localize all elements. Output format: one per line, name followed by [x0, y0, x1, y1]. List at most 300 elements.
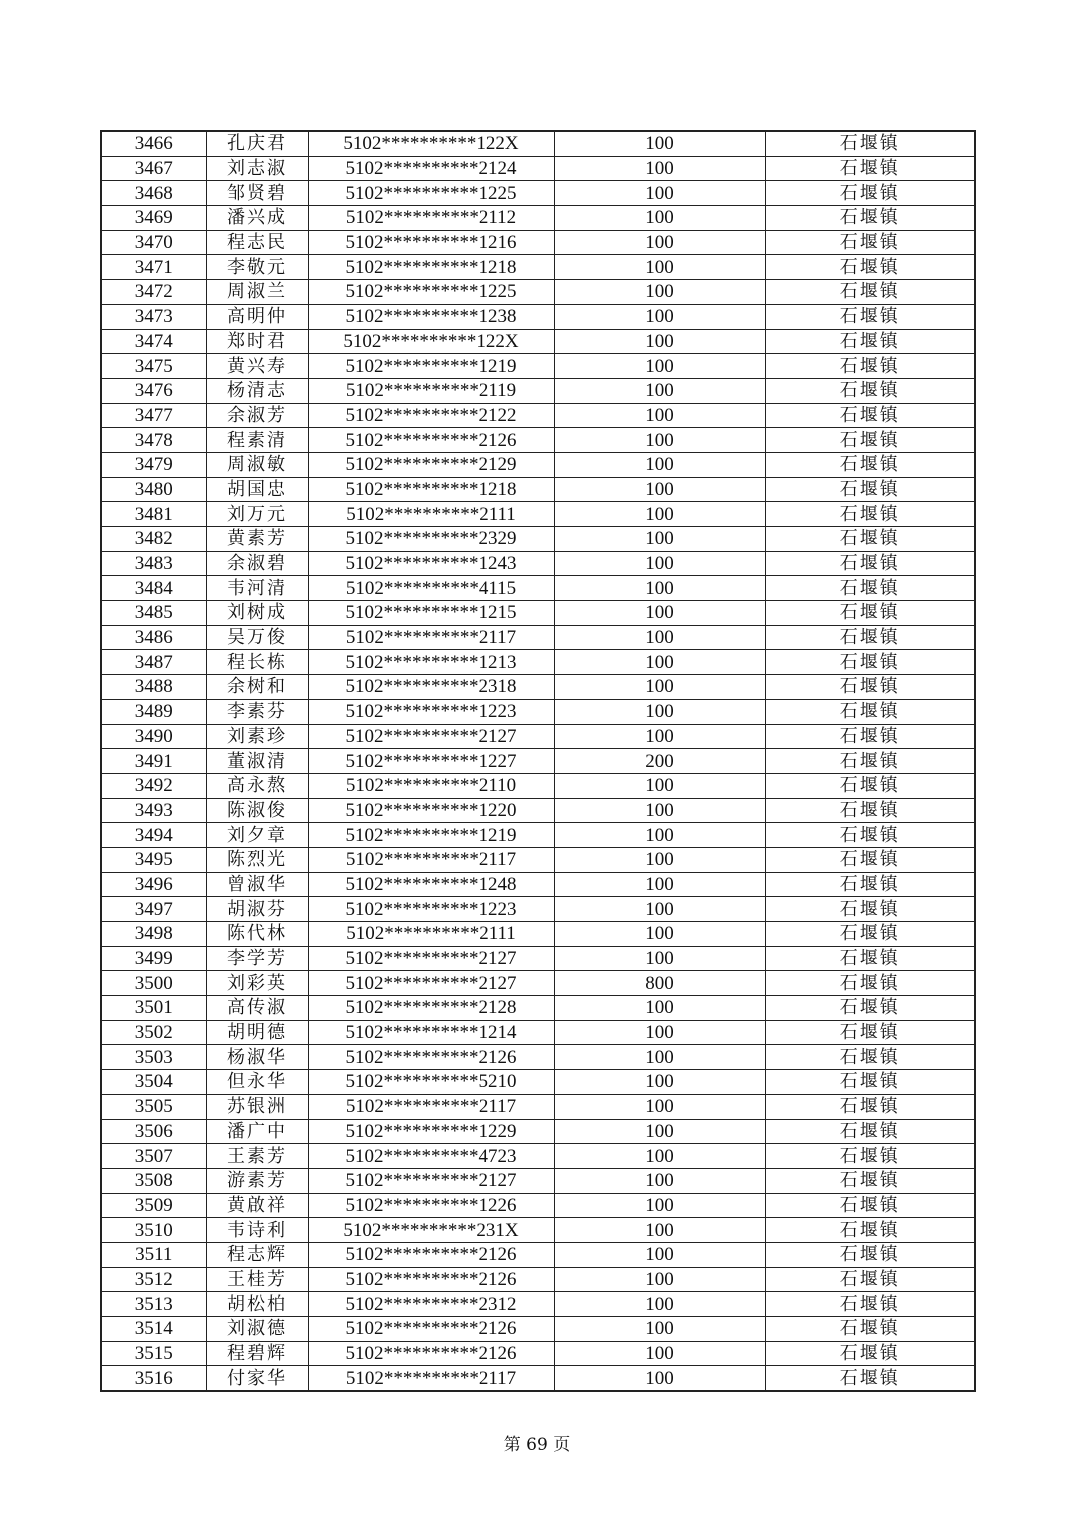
town-cell: 石堰镇 — [765, 675, 975, 700]
town-cell: 石堰镇 — [765, 452, 975, 477]
amount-cell: 100 — [554, 675, 765, 700]
id-number-cell: 5102**********5210 — [308, 1070, 554, 1095]
amount-cell: 200 — [554, 749, 765, 774]
table-row — [101, 428, 975, 453]
id-number-cell: 5102**********1223 — [308, 699, 554, 724]
table-row — [101, 1144, 975, 1169]
row-number-cell: 3480 — [101, 477, 206, 502]
amount-cell: 100 — [554, 527, 765, 552]
row-number-cell: 3490 — [101, 724, 206, 749]
row-number-cell: 3508 — [101, 1168, 206, 1193]
id-number-cell: 5102**********122X — [308, 131, 554, 156]
amount-cell: 100 — [554, 625, 765, 650]
name-cell: 付家华 — [206, 1366, 308, 1391]
town-cell: 石堰镇 — [765, 798, 975, 823]
amount-cell: 100 — [554, 280, 765, 305]
table-row — [101, 897, 975, 922]
table-row — [101, 502, 975, 527]
table-row — [101, 650, 975, 675]
row-number-cell: 3476 — [101, 378, 206, 403]
name-cell: 李敬元 — [206, 255, 308, 280]
amount-cell: 100 — [554, 304, 765, 329]
row-number-cell: 3516 — [101, 1366, 206, 1391]
town-cell: 石堰镇 — [765, 1242, 975, 1267]
name-cell: 邹贤碧 — [206, 181, 308, 206]
name-cell: 杨淑华 — [206, 1045, 308, 1070]
amount-cell: 100 — [554, 872, 765, 897]
id-number-cell: 5102**********2126 — [308, 1242, 554, 1267]
row-number-cell: 3466 — [101, 131, 206, 156]
amount-cell: 100 — [554, 1193, 765, 1218]
table-row — [101, 699, 975, 724]
town-cell: 石堰镇 — [765, 1144, 975, 1169]
town-cell: 石堰镇 — [765, 428, 975, 453]
town-cell: 石堰镇 — [765, 601, 975, 626]
table-row — [101, 847, 975, 872]
town-cell: 石堰镇 — [765, 724, 975, 749]
amount-cell: 100 — [554, 230, 765, 255]
row-number-cell: 3489 — [101, 699, 206, 724]
name-cell: 游素芳 — [206, 1168, 308, 1193]
id-number-cell: 5102**********2329 — [308, 527, 554, 552]
amount-cell: 100 — [554, 847, 765, 872]
table-row — [101, 675, 975, 700]
amount-cell: 100 — [554, 502, 765, 527]
table-row — [101, 329, 975, 354]
table-row — [101, 304, 975, 329]
table-row — [101, 1193, 975, 1218]
row-number-cell: 3484 — [101, 576, 206, 601]
row-number-cell: 3512 — [101, 1267, 206, 1292]
table-row — [101, 452, 975, 477]
table-row — [101, 971, 975, 996]
id-number-cell: 5102**********1226 — [308, 1193, 554, 1218]
name-cell: 李学芳 — [206, 946, 308, 971]
id-number-cell: 5102**********1220 — [308, 798, 554, 823]
name-cell: 刘万元 — [206, 502, 308, 527]
table-row — [101, 131, 975, 156]
table-row — [101, 798, 975, 823]
row-number-cell: 3514 — [101, 1317, 206, 1342]
id-number-cell: 5102**********1215 — [308, 601, 554, 626]
table-row — [101, 527, 975, 552]
town-cell: 石堰镇 — [765, 1168, 975, 1193]
table-row — [101, 280, 975, 305]
row-number-cell: 3470 — [101, 230, 206, 255]
name-cell: 黄啟祥 — [206, 1193, 308, 1218]
town-cell: 石堰镇 — [765, 1119, 975, 1144]
id-number-cell: 5102**********1227 — [308, 749, 554, 774]
name-cell: 潘广中 — [206, 1119, 308, 1144]
id-number-cell: 5102**********2117 — [308, 1366, 554, 1391]
id-number-cell: 5102**********2127 — [308, 946, 554, 971]
town-cell: 石堰镇 — [765, 551, 975, 576]
name-cell: 郑时君 — [206, 329, 308, 354]
name-cell: 周淑敏 — [206, 452, 308, 477]
table-row — [101, 1292, 975, 1317]
row-number-cell: 3468 — [101, 181, 206, 206]
row-number-cell: 3504 — [101, 1070, 206, 1095]
id-number-cell: 5102**********1218 — [308, 255, 554, 280]
name-cell: 刘素珍 — [206, 724, 308, 749]
row-number-cell: 3510 — [101, 1218, 206, 1243]
town-cell: 石堰镇 — [765, 1292, 975, 1317]
name-cell: 胡明德 — [206, 1020, 308, 1045]
table-row — [101, 823, 975, 848]
town-cell: 石堰镇 — [765, 1366, 975, 1391]
name-cell: 刘淑德 — [206, 1317, 308, 1342]
name-cell: 程志辉 — [206, 1242, 308, 1267]
id-number-cell: 5102**********1248 — [308, 872, 554, 897]
amount-cell: 100 — [554, 650, 765, 675]
name-cell: 杨清志 — [206, 378, 308, 403]
name-cell: 刘志淑 — [206, 156, 308, 181]
row-number-cell: 3496 — [101, 872, 206, 897]
town-cell: 石堰镇 — [765, 946, 975, 971]
id-number-cell: 5102**********2128 — [308, 996, 554, 1021]
table-row — [101, 230, 975, 255]
amount-cell: 100 — [554, 1168, 765, 1193]
row-number-cell: 3503 — [101, 1045, 206, 1070]
name-cell: 王素芳 — [206, 1144, 308, 1169]
amount-cell: 100 — [554, 1317, 765, 1342]
amount-cell: 100 — [554, 477, 765, 502]
id-number-cell: 5102**********1219 — [308, 354, 554, 379]
row-number-cell: 3511 — [101, 1242, 206, 1267]
amount-cell: 100 — [554, 724, 765, 749]
amount-cell: 100 — [554, 897, 765, 922]
table-row — [101, 1070, 975, 1095]
name-cell: 高明仲 — [206, 304, 308, 329]
table-row — [101, 551, 975, 576]
amount-cell: 100 — [554, 773, 765, 798]
name-cell: 但永华 — [206, 1070, 308, 1095]
name-cell: 韦河清 — [206, 576, 308, 601]
row-number-cell: 3473 — [101, 304, 206, 329]
amount-cell: 100 — [554, 996, 765, 1021]
id-number-cell: 5102**********2126 — [308, 1341, 554, 1366]
town-cell: 石堰镇 — [765, 1070, 975, 1095]
row-number-cell: 3502 — [101, 1020, 206, 1045]
town-cell: 石堰镇 — [765, 625, 975, 650]
town-cell: 石堰镇 — [765, 1020, 975, 1045]
id-number-cell: 5102**********1216 — [308, 230, 554, 255]
name-cell: 陈烈光 — [206, 847, 308, 872]
id-number-cell: 5102**********2127 — [308, 1168, 554, 1193]
table-row — [101, 1168, 975, 1193]
row-number-cell: 3472 — [101, 280, 206, 305]
amount-cell: 100 — [554, 181, 765, 206]
id-number-cell: 5102**********2124 — [308, 156, 554, 181]
table-row — [101, 156, 975, 181]
amount-cell: 100 — [554, 1070, 765, 1095]
row-number-cell: 3506 — [101, 1119, 206, 1144]
town-cell: 石堰镇 — [765, 996, 975, 1021]
name-cell: 黄兴寿 — [206, 354, 308, 379]
name-cell: 苏银洲 — [206, 1094, 308, 1119]
row-number-cell: 3497 — [101, 897, 206, 922]
row-number-cell: 3500 — [101, 971, 206, 996]
town-cell: 石堰镇 — [765, 131, 975, 156]
amount-cell: 100 — [554, 798, 765, 823]
amount-cell: 100 — [554, 1045, 765, 1070]
name-cell: 周淑兰 — [206, 280, 308, 305]
table-row — [101, 1267, 975, 1292]
id-number-cell: 5102**********1225 — [308, 181, 554, 206]
town-cell: 石堰镇 — [765, 354, 975, 379]
table-row — [101, 749, 975, 774]
table-row — [101, 872, 975, 897]
town-cell: 石堰镇 — [765, 230, 975, 255]
row-number-cell: 3507 — [101, 1144, 206, 1169]
id-number-cell: 5102**********122X — [308, 329, 554, 354]
amount-cell: 100 — [554, 428, 765, 453]
id-number-cell: 5102**********231X — [308, 1218, 554, 1243]
table-row — [101, 206, 975, 231]
page-number: 第 69 页 — [503, 1435, 571, 1455]
name-cell: 程碧辉 — [206, 1341, 308, 1366]
name-cell: 高传淑 — [206, 996, 308, 1021]
id-number-cell: 5102**********2129 — [308, 452, 554, 477]
amount-cell: 100 — [554, 378, 765, 403]
amount-cell: 100 — [554, 1292, 765, 1317]
table-row — [101, 1317, 975, 1342]
row-number-cell: 3501 — [101, 996, 206, 1021]
row-number-cell: 3479 — [101, 452, 206, 477]
row-number-cell: 3495 — [101, 847, 206, 872]
name-cell: 程长栋 — [206, 650, 308, 675]
name-cell: 李素芬 — [206, 699, 308, 724]
table-row — [101, 1242, 975, 1267]
amount-cell: 100 — [554, 156, 765, 181]
id-number-cell: 5102**********2111 — [308, 502, 554, 527]
town-cell: 石堰镇 — [765, 156, 975, 181]
town-cell: 石堰镇 — [765, 477, 975, 502]
table-row — [101, 576, 975, 601]
row-number-cell: 3481 — [101, 502, 206, 527]
id-number-cell: 5102**********2126 — [308, 1045, 554, 1070]
id-number-cell: 5102**********2126 — [308, 1267, 554, 1292]
town-cell: 石堰镇 — [765, 1094, 975, 1119]
town-cell: 石堰镇 — [765, 922, 975, 947]
town-cell: 石堰镇 — [765, 971, 975, 996]
row-number-cell: 3493 — [101, 798, 206, 823]
town-cell: 石堰镇 — [765, 527, 975, 552]
amount-cell: 100 — [554, 1366, 765, 1391]
town-cell: 石堰镇 — [765, 1341, 975, 1366]
row-number-cell: 3474 — [101, 329, 206, 354]
name-cell: 陈代林 — [206, 922, 308, 947]
name-cell: 吴万俊 — [206, 625, 308, 650]
row-number-cell: 3509 — [101, 1193, 206, 1218]
amount-cell: 100 — [554, 403, 765, 428]
table-row — [101, 922, 975, 947]
name-cell: 王桂芳 — [206, 1267, 308, 1292]
name-cell: 余淑芳 — [206, 403, 308, 428]
row-number-cell: 3483 — [101, 551, 206, 576]
roster-table-body — [101, 131, 975, 1391]
id-number-cell: 5102**********2126 — [308, 1317, 554, 1342]
id-number-cell: 5102**********2122 — [308, 403, 554, 428]
town-cell: 石堰镇 — [765, 304, 975, 329]
id-number-cell: 5102**********2312 — [308, 1292, 554, 1317]
amount-cell: 100 — [554, 354, 765, 379]
name-cell: 董淑清 — [206, 749, 308, 774]
name-cell: 程素清 — [206, 428, 308, 453]
town-cell: 石堰镇 — [765, 403, 975, 428]
id-number-cell: 5102**********4723 — [308, 1144, 554, 1169]
amount-cell: 100 — [554, 699, 765, 724]
town-cell: 石堰镇 — [765, 576, 975, 601]
amount-cell: 100 — [554, 1218, 765, 1243]
town-cell: 石堰镇 — [765, 329, 975, 354]
row-number-cell: 3477 — [101, 403, 206, 428]
id-number-cell: 5102**********2117 — [308, 847, 554, 872]
row-number-cell: 3491 — [101, 749, 206, 774]
name-cell: 潘兴成 — [206, 206, 308, 231]
name-cell: 胡淑芬 — [206, 897, 308, 922]
town-cell: 石堰镇 — [765, 897, 975, 922]
row-number-cell: 3513 — [101, 1292, 206, 1317]
amount-cell: 100 — [554, 1341, 765, 1366]
id-number-cell: 5102**********1213 — [308, 650, 554, 675]
row-number-cell: 3482 — [101, 527, 206, 552]
amount-cell: 100 — [554, 1020, 765, 1045]
name-cell: 陈淑俊 — [206, 798, 308, 823]
town-cell: 石堰镇 — [765, 181, 975, 206]
id-number-cell: 5102**********1214 — [308, 1020, 554, 1045]
row-number-cell: 3469 — [101, 206, 206, 231]
amount-cell: 100 — [554, 1242, 765, 1267]
id-number-cell: 5102**********1225 — [308, 280, 554, 305]
row-number-cell: 3515 — [101, 1341, 206, 1366]
table-row — [101, 996, 975, 1021]
table-row — [101, 773, 975, 798]
id-number-cell: 5102**********2111 — [308, 922, 554, 947]
table-row — [101, 1218, 975, 1243]
row-number-cell: 3478 — [101, 428, 206, 453]
table-row — [101, 625, 975, 650]
table-row — [101, 946, 975, 971]
amount-cell: 100 — [554, 922, 765, 947]
row-number-cell: 3475 — [101, 354, 206, 379]
row-number-cell: 3487 — [101, 650, 206, 675]
amount-cell: 100 — [554, 946, 765, 971]
table-row — [101, 403, 975, 428]
town-cell: 石堰镇 — [765, 872, 975, 897]
row-number-cell: 3467 — [101, 156, 206, 181]
id-number-cell: 5102**********2318 — [308, 675, 554, 700]
table-row — [101, 477, 975, 502]
id-number-cell: 5102**********2110 — [308, 773, 554, 798]
id-number-cell: 5102**********1238 — [308, 304, 554, 329]
name-cell: 胡国忠 — [206, 477, 308, 502]
row-number-cell: 3498 — [101, 922, 206, 947]
id-number-cell: 5102**********2117 — [308, 1094, 554, 1119]
amount-cell: 100 — [554, 255, 765, 280]
id-number-cell: 5102**********2126 — [308, 428, 554, 453]
row-number-cell: 3486 — [101, 625, 206, 650]
name-cell: 刘彩英 — [206, 971, 308, 996]
amount-cell: 100 — [554, 1267, 765, 1292]
table-row — [101, 724, 975, 749]
town-cell: 石堰镇 — [765, 1218, 975, 1243]
amount-cell: 100 — [554, 551, 765, 576]
name-cell: 程志民 — [206, 230, 308, 255]
name-cell: 刘夕章 — [206, 823, 308, 848]
id-number-cell: 5102**********1223 — [308, 897, 554, 922]
row-number-cell: 3485 — [101, 601, 206, 626]
amount-cell: 100 — [554, 131, 765, 156]
table-row — [101, 1020, 975, 1045]
name-cell: 刘树成 — [206, 601, 308, 626]
town-cell: 石堰镇 — [765, 699, 975, 724]
table-row — [101, 378, 975, 403]
id-number-cell: 5102**********2127 — [308, 971, 554, 996]
id-number-cell: 5102**********2117 — [308, 625, 554, 650]
amount-cell: 100 — [554, 206, 765, 231]
amount-cell: 100 — [554, 1119, 765, 1144]
name-cell: 余树和 — [206, 675, 308, 700]
table-row — [101, 255, 975, 280]
town-cell: 石堰镇 — [765, 255, 975, 280]
name-cell: 余淑碧 — [206, 551, 308, 576]
town-cell: 石堰镇 — [765, 1317, 975, 1342]
table-row — [101, 1119, 975, 1144]
town-cell: 石堰镇 — [765, 650, 975, 675]
town-cell: 石堰镇 — [765, 1193, 975, 1218]
id-number-cell: 5102**********2119 — [308, 378, 554, 403]
amount-cell: 100 — [554, 823, 765, 848]
table-row — [101, 354, 975, 379]
row-number-cell: 3471 — [101, 255, 206, 280]
town-cell: 石堰镇 — [765, 847, 975, 872]
amount-cell: 800 — [554, 971, 765, 996]
town-cell: 石堰镇 — [765, 1267, 975, 1292]
name-cell: 曾淑华 — [206, 872, 308, 897]
name-cell: 孔庆君 — [206, 131, 308, 156]
id-number-cell: 5102**********1219 — [308, 823, 554, 848]
id-number-cell: 5102**********1229 — [308, 1119, 554, 1144]
amount-cell: 100 — [554, 601, 765, 626]
table-row — [101, 1094, 975, 1119]
amount-cell: 100 — [554, 1094, 765, 1119]
id-number-cell: 5102**********1218 — [308, 477, 554, 502]
name-cell: 高永熬 — [206, 773, 308, 798]
row-number-cell: 3492 — [101, 773, 206, 798]
roster-table — [100, 130, 976, 1392]
table-row — [101, 181, 975, 206]
amount-cell: 100 — [554, 1144, 765, 1169]
table-row — [101, 601, 975, 626]
id-number-cell: 5102**********4115 — [308, 576, 554, 601]
row-number-cell: 3499 — [101, 946, 206, 971]
town-cell: 石堰镇 — [765, 773, 975, 798]
town-cell: 石堰镇 — [765, 1045, 975, 1070]
table-row — [101, 1045, 975, 1070]
town-cell: 石堰镇 — [765, 280, 975, 305]
town-cell: 石堰镇 — [765, 502, 975, 527]
town-cell: 石堰镇 — [765, 749, 975, 774]
id-number-cell: 5102**********2112 — [308, 206, 554, 231]
row-number-cell: 3494 — [101, 823, 206, 848]
table-row — [101, 1341, 975, 1366]
row-number-cell: 3505 — [101, 1094, 206, 1119]
row-number-cell: 3488 — [101, 675, 206, 700]
name-cell: 黄素芳 — [206, 527, 308, 552]
table-row — [101, 1366, 975, 1391]
amount-cell: 100 — [554, 452, 765, 477]
